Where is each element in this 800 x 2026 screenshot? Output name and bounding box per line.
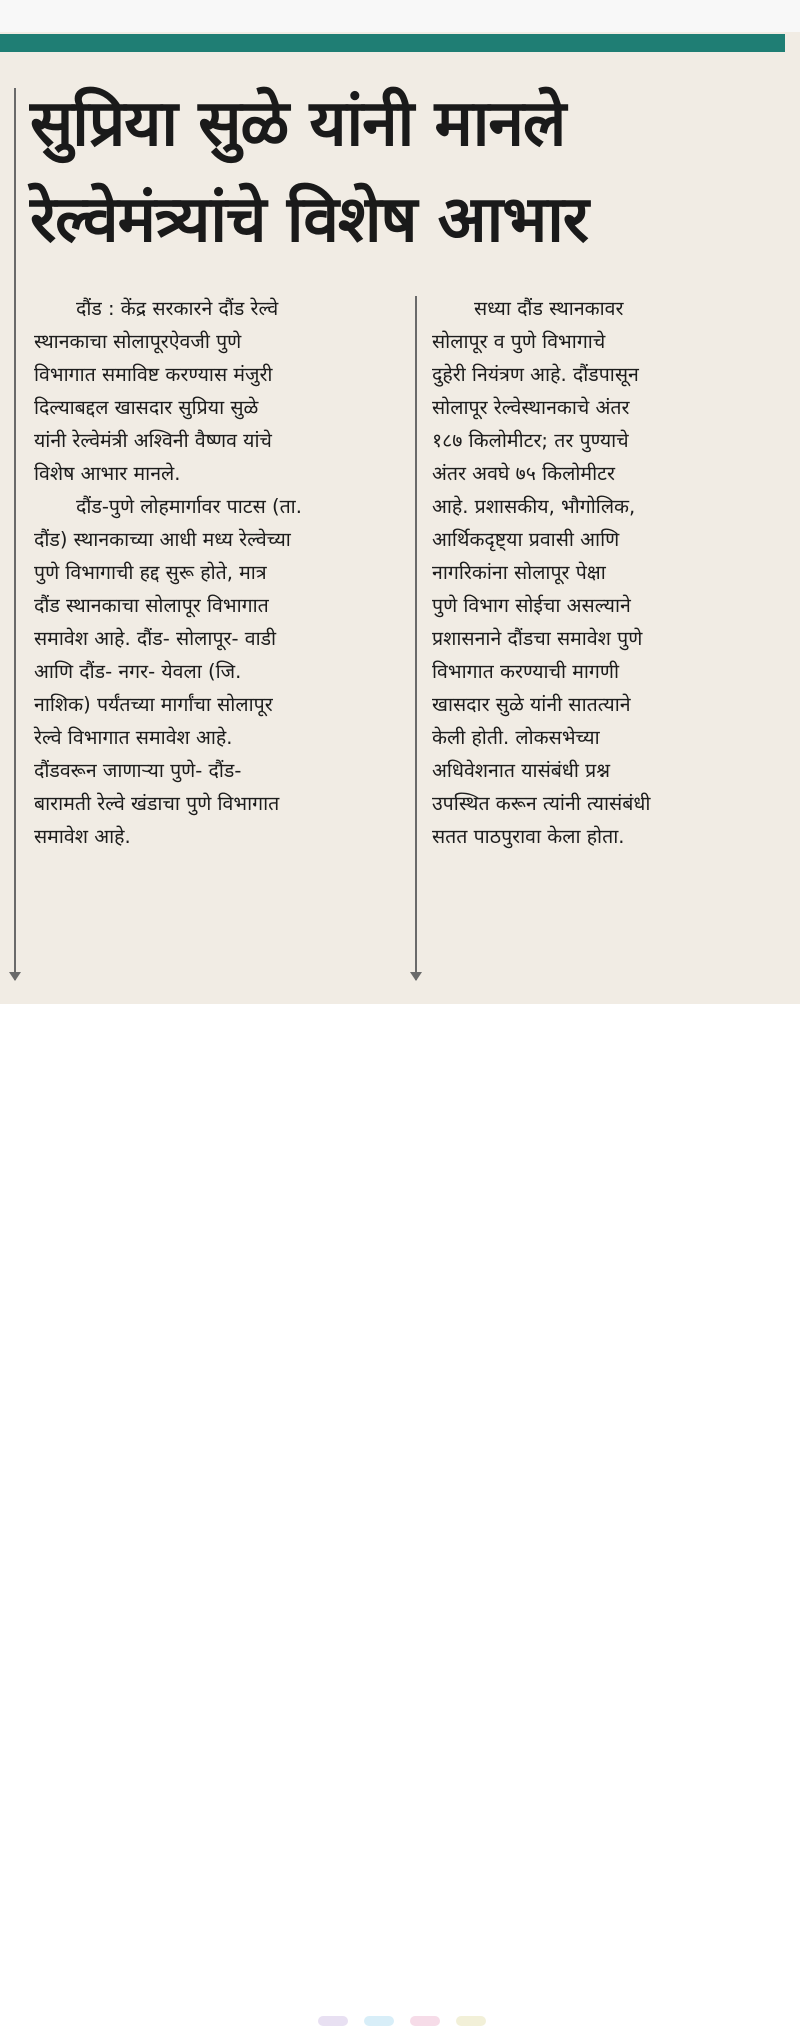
body-line: समावेश आहे. दौंड- सोलापूर- वाडी xyxy=(34,627,277,650)
body-line: सोलापूर रेल्वेस्थानकाचे अंतर xyxy=(432,396,630,419)
body-line: विभागात करण्याची मागणी xyxy=(432,660,620,683)
body-line: नागरिकांना सोलापूर पेक्षा xyxy=(432,561,606,584)
body-line: सोलापूर व पुणे विभागाचे xyxy=(432,330,606,353)
body-line: दौंड स्थानकाचा सोलापूर विभागात xyxy=(34,594,269,617)
body-line: सतत पाठपुरावा केला होता. xyxy=(432,825,625,848)
bottom-cropped-strip xyxy=(0,1004,800,1027)
body-line: पुणे विभागाची हद्द सुरू होते, मात्र xyxy=(34,561,267,584)
headline-line-1: सुप्रिया सुळे यांनी मानले xyxy=(30,87,566,161)
divider-arrow-icon xyxy=(410,972,422,981)
body-line: पुणे विभाग सोईचा असल्याने xyxy=(432,594,631,617)
body-line: आर्थिकदृष्ट्या प्रवासी आणि xyxy=(432,528,620,551)
body-line: खासदार सुळे यांनी सातत्याने xyxy=(432,693,631,716)
article-column-right xyxy=(432,292,777,853)
body-line: आणि दौंड- नगर- येवला (जि. xyxy=(34,660,242,683)
body-line: यांनी रेल्वेमंत्री अश्विनी वैष्णव यांचे xyxy=(34,429,272,452)
headline-line-2: रेल्वेमंत्र्यांचे विशेष आभार xyxy=(30,183,588,257)
article-column-left xyxy=(34,292,406,853)
body-line: दौंड : केंद्र सरकारने दौंड रेल्वे xyxy=(76,297,279,320)
body-line: नाशिक) पर्यंतच्या मार्गांचा सोलापूर xyxy=(34,693,273,716)
body-line: दौंड) स्थानकाच्या आधी मध्य रेल्वेच्या xyxy=(34,528,291,551)
body-line: स्थानकाचा सोलापूरऐवजी पुणे xyxy=(34,330,242,353)
body-line: अंतर अवघे ७५ किलोमीटर xyxy=(432,462,615,485)
column-divider-rule xyxy=(415,296,417,980)
body-line: प्रशासनाने दौंडचा समावेश पुणे xyxy=(432,627,643,650)
body-line: उपस्थित करून त्यांनी त्यासंबंधी xyxy=(432,792,651,815)
body-line: दिल्याबद्दल खासदार सुप्रिया सुळे xyxy=(34,396,259,419)
left-rule-arrow-icon xyxy=(9,972,21,981)
body-line: दुहेरी नियंत्रण आहे. दौंडपासून xyxy=(432,363,639,386)
top-cropped-strip xyxy=(0,0,800,32)
left-column-rule xyxy=(14,88,16,980)
body-line: केली होती. लोकसभेच्या xyxy=(432,726,600,749)
body-line: दौंडवरून जाणाऱ्या पुणे- दौंड- xyxy=(34,759,242,782)
body-line: विशेष आभार मानले. xyxy=(34,462,181,485)
body-line: दौंड-पुणे लोहमार्गावर पाटस (ता. xyxy=(76,495,302,518)
article-headline xyxy=(30,76,770,268)
body-line: आहे. प्रशासकीय, भौगोलिक, xyxy=(432,495,636,518)
body-line: १८७ किलोमीटर; तर पुण्याचे xyxy=(432,429,629,452)
section-accent-bar xyxy=(0,34,785,52)
faded-logo-icon xyxy=(318,2016,488,2026)
body-line: अधिवेशनात यासंबंधी प्रश्न xyxy=(432,759,611,782)
body-line: बारामती रेल्वे खंडाचा पुणे विभागात xyxy=(34,792,280,815)
body-line: विभागात समाविष्ट करण्यास मंजुरी xyxy=(34,363,273,386)
body-line: सध्या दौंड स्थानकावर xyxy=(474,297,624,320)
body-line: समावेश आहे. xyxy=(34,825,131,848)
body-line: रेल्वे विभागात समावेश आहे. xyxy=(34,726,233,749)
